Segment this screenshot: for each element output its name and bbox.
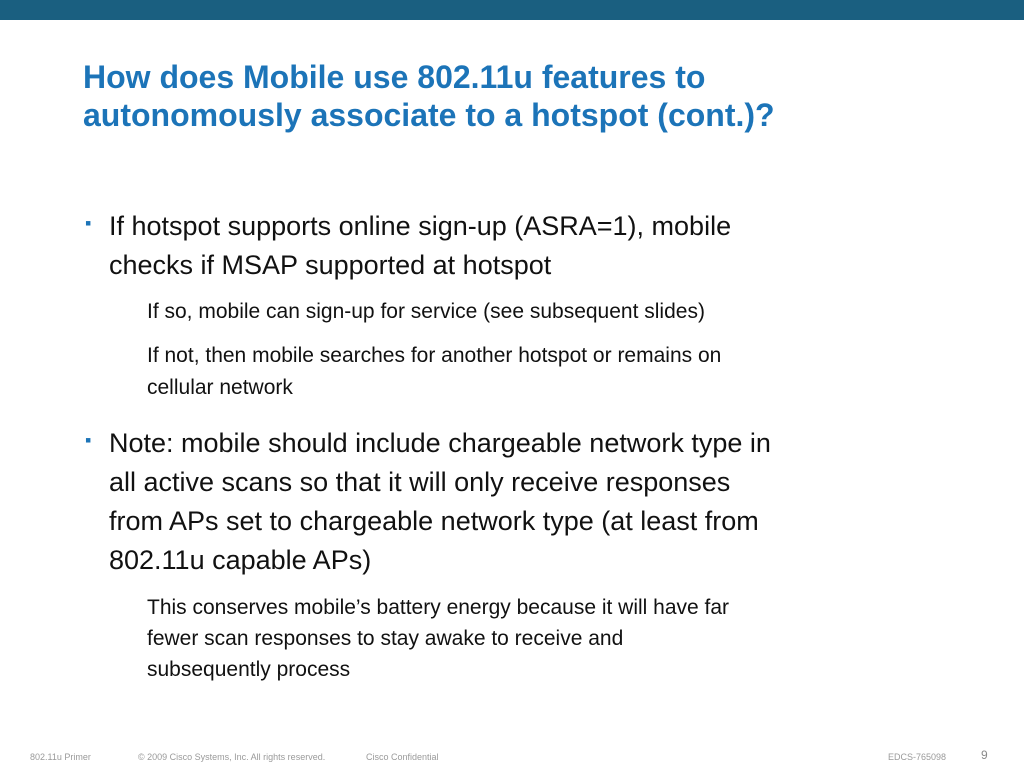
sub-bullet-text-line: cellular network	[147, 376, 293, 399]
bullet-text-line: If hotspot supports online sign-up (ASRA=1), mobile	[109, 211, 732, 241]
bullet-text-line: all active scans so that it will only receive responses	[109, 467, 731, 497]
bullet-item	[83, 207, 963, 285]
sub-bullet-text-line: This conserves mobile’s battery energy because it will have far	[147, 596, 730, 619]
slide-content	[83, 207, 963, 685]
sub-bullet-text-line: If not, then mobile searches for another hotspot or remains on	[147, 344, 722, 367]
bullet-text-line: checks if MSAP supported at hotspot	[109, 250, 552, 280]
sub-bullet-item	[147, 592, 963, 685]
sub-bullet-item	[147, 296, 963, 327]
square-bullet-icon: ▪	[85, 213, 92, 233]
footer-doc-name: 802.11u Primer	[30, 752, 91, 762]
sub-bullet-text-line: subsequently process	[147, 658, 351, 681]
sub-bullet-text-line: fewer scan responses to stay awake to receive and	[147, 627, 624, 650]
footer-copyright: © 2009 Cisco Systems, Inc. All rights reserved.	[138, 752, 326, 762]
sub-bullet-text-line: If so, mobile can sign-up for service (see subsequent slides)	[147, 300, 705, 323]
slide-title-line: autonomously associate to a hotspot (cont.)?	[83, 97, 775, 133]
bullet-text-line: from APs set to chargeable network type (at least from	[109, 506, 759, 536]
sub-bullet-item	[147, 340, 963, 404]
footer-edcs-number: EDCS-765098	[888, 752, 947, 762]
bullet-text-line: 802.11u capable APs)	[109, 545, 372, 575]
slide-title	[83, 58, 983, 134]
bullet-text-line: Note: mobile should include chargeable network type in	[109, 428, 771, 458]
bullet-item	[83, 424, 963, 580]
top-header-bar	[0, 0, 1024, 20]
footer-confidential: Cisco Confidential	[366, 752, 439, 762]
page-number: 9	[981, 748, 988, 762]
square-bullet-icon: ▪	[85, 430, 92, 450]
slide-title-line: How does Mobile use 802.11u features to	[83, 59, 706, 95]
